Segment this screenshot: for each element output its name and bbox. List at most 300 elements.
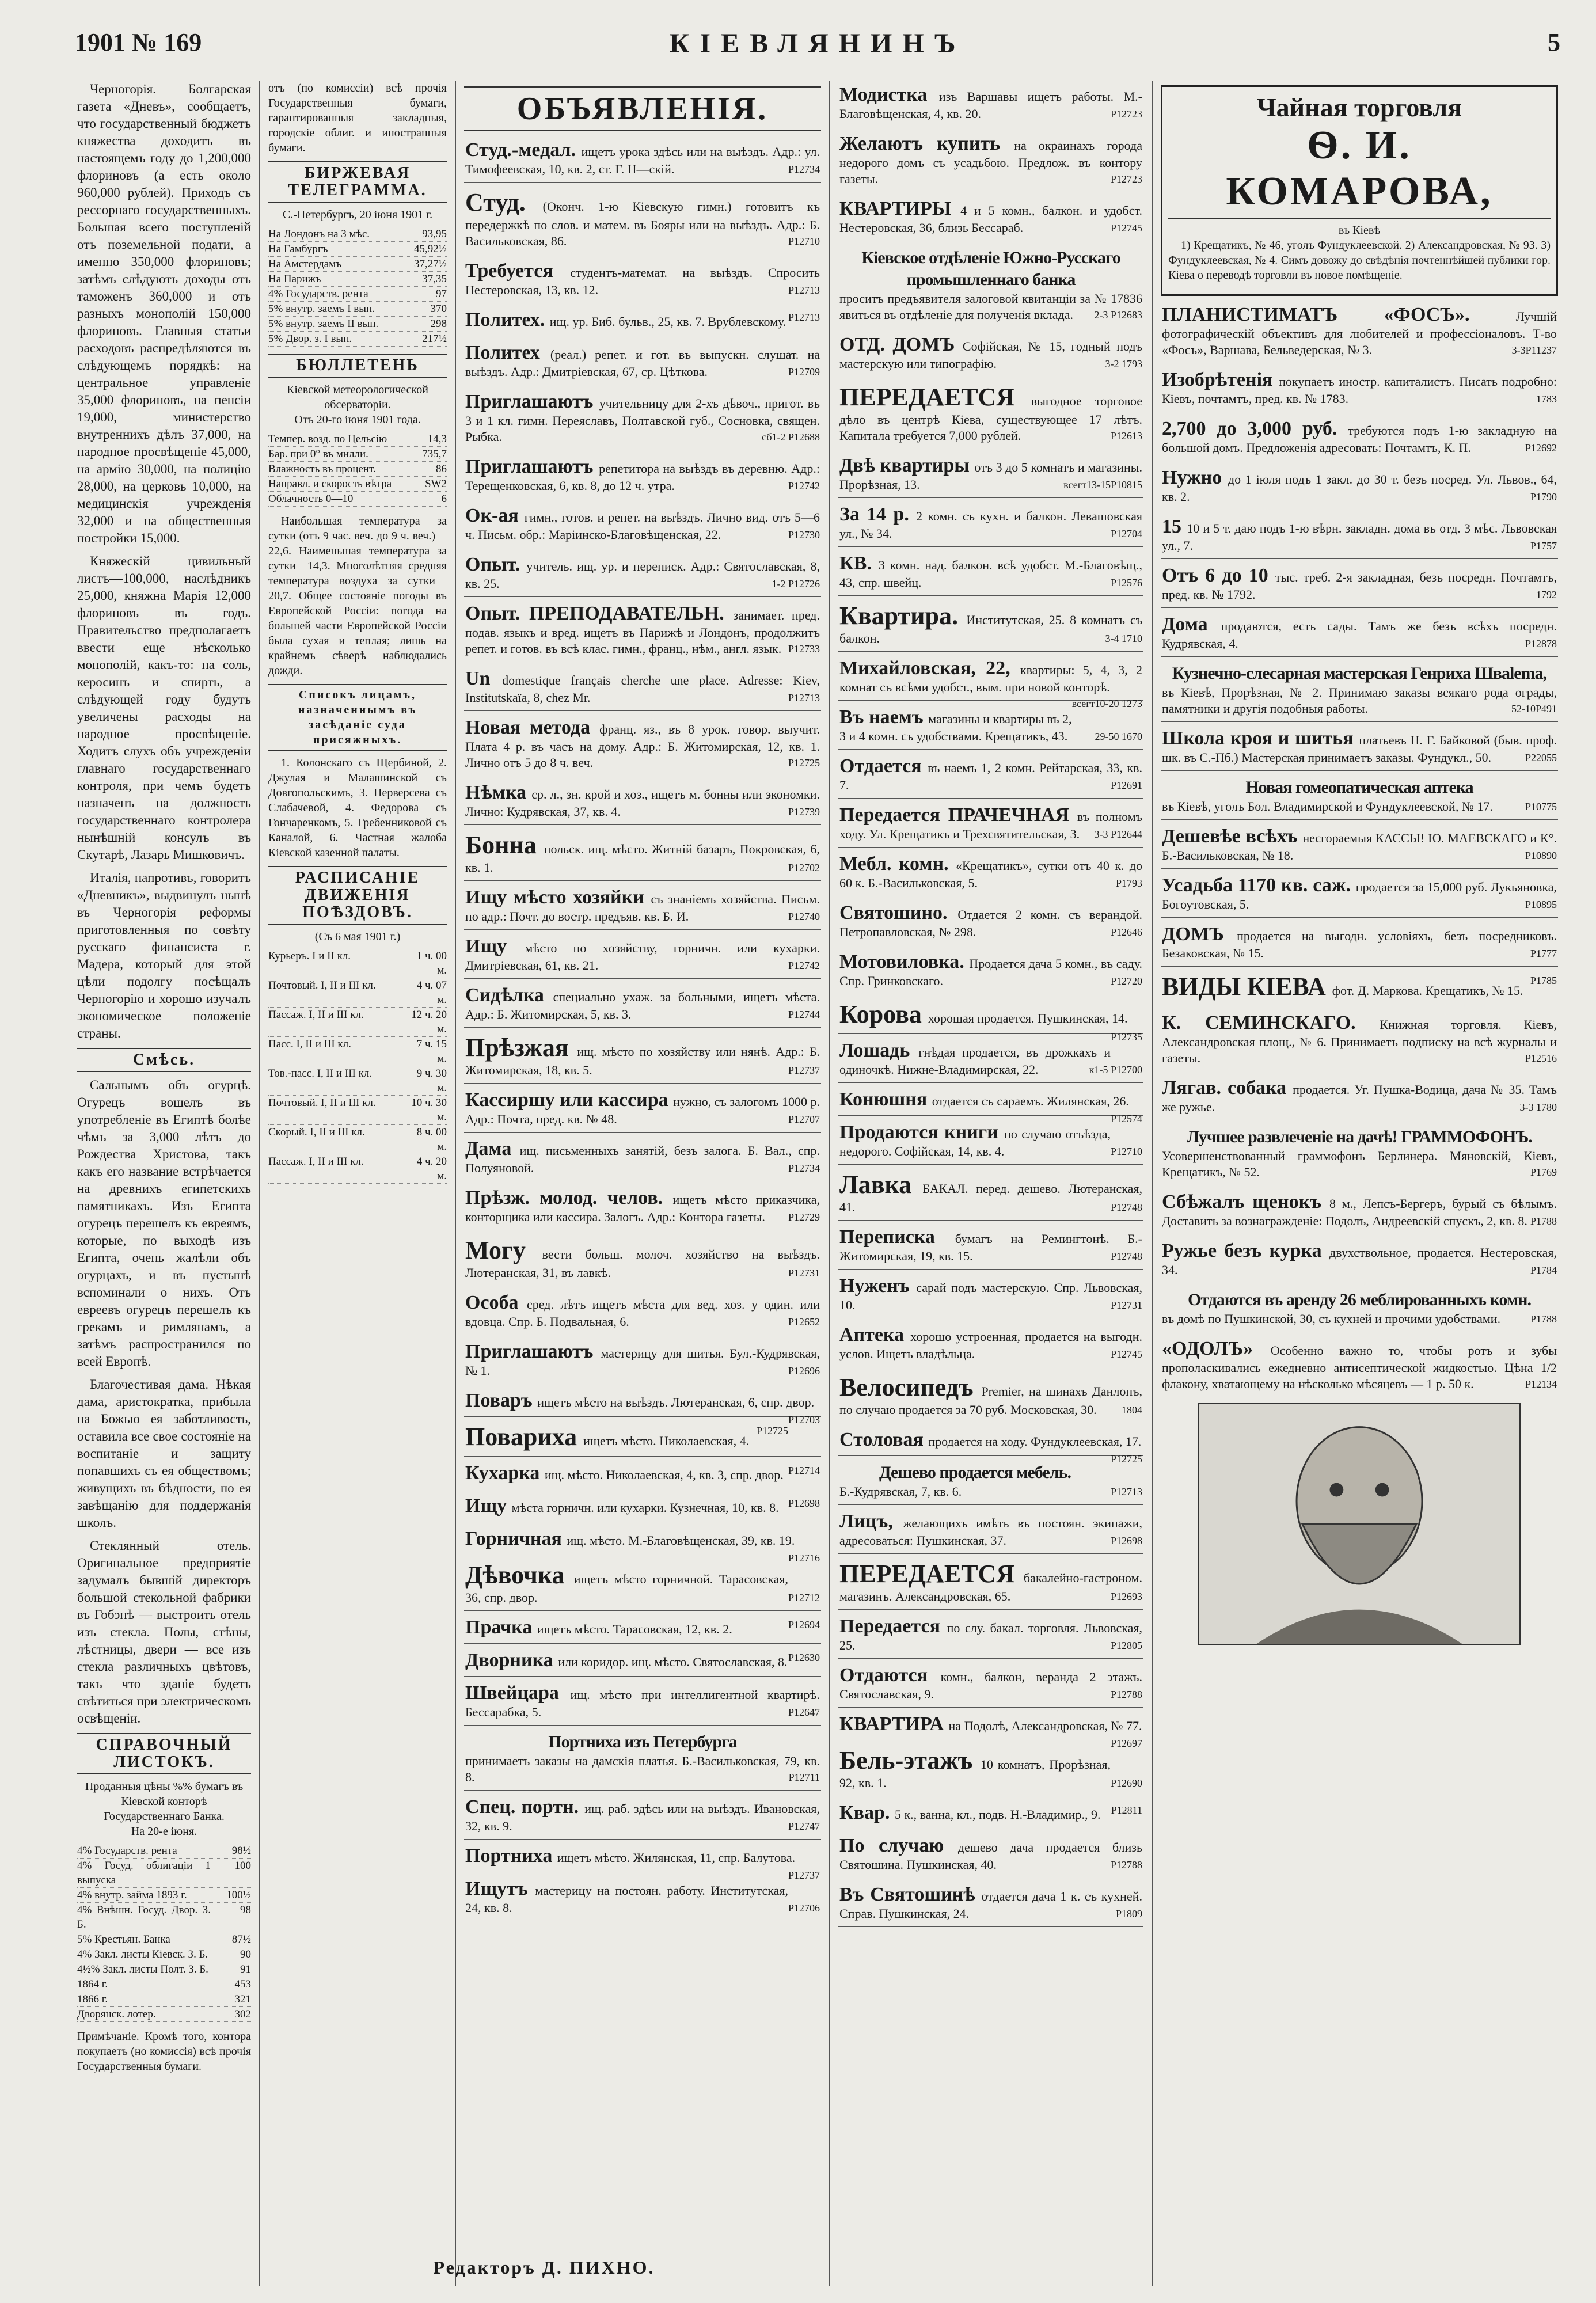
ad-text: 4 и 5 комн., балкон. и удобст. Нестеровская, 36, близь Бессараб. (839, 203, 1142, 235)
securities-row (77, 1977, 251, 1992)
classified-ad (464, 1086, 821, 1133)
ad-heading: Бель-этажъ (839, 1746, 981, 1774)
ad-code: Р12723 (1110, 173, 1142, 185)
news-articles (77, 81, 251, 1042)
ad-text: продается на ходу. Фундуклеевская, 17. (928, 1434, 1142, 1449)
bulletin-date: Отъ 20-го іюня 1901 года. (294, 413, 421, 426)
jury-text: 1. Колонскаго съ Щербиной, 2. Джулая и Малашинской съ Довгопольскимъ, 3. Перверсева съ Слабачевой, 4. Федорова съ Гончаренкомъ, 5. Гребенниковой съ Каналой, 6. Частная жалоба Кіевской казенной палаты. (268, 757, 447, 859)
ad-text: 3 комн. над. балкон. всѣ удобст. М.-Благовѣщ., 43, спр. швейц. (839, 558, 1142, 590)
classified-ad (464, 339, 821, 385)
ad-heading: КВАРТИРЫ (839, 198, 961, 219)
ad-heading: Квар. (839, 1802, 895, 1823)
classified-ad (838, 1426, 1143, 1465)
weather-row (268, 492, 447, 507)
classified-ad (464, 550, 821, 597)
row-label: На Гамбургъ (268, 243, 328, 255)
row-label: Скорый. I, II и III кл. (268, 1126, 365, 1138)
ad-code: Р12710 (788, 235, 820, 247)
ad-code: Р12574 (1110, 1113, 1142, 1124)
ad-heading: Студ.-медал. (465, 139, 582, 161)
ad-heading: Дешево продается мебель. (879, 1463, 1071, 1482)
classified-ad (464, 664, 821, 711)
classified-ad (838, 244, 1143, 328)
classified-ad (464, 1289, 821, 1335)
classified-ad (1161, 1123, 1558, 1185)
ad-code: Р12725 (1110, 1453, 1142, 1465)
ad-heading: ВИДЫ КІЕВА (1162, 972, 1332, 1001)
ad-text: платьевъ Н. Г. Байковой (быв. проф. шк. въ С.-Пб.) Мастерская принимаетъ заказы. Фундукл., 50. (1162, 733, 1557, 765)
row-label: 4% Закл. листы Кіевск. З. Б. (77, 1948, 208, 1960)
ad-heading: Поваръ (465, 1390, 538, 1411)
ad-code: Р12630 (788, 1652, 820, 1663)
row-value: 37,35 (422, 273, 447, 285)
ad-text: «Крещатикъ», сутки отъ 40 к. до 60 к. Б.-Васильковская, 5. (839, 858, 1142, 890)
weather-row (268, 477, 447, 492)
ad-code: Р10890 (1525, 850, 1557, 861)
article-paragraph: Черногорія. Болгарская газета «Дневъ», сообщаетъ, что государственный бюджетъ княжества доходитъ въ настоящемъ году до 1,200,000 флориновъ (а есть около 960,000 рублей). Приходъ съ рессорнаго государственныхъ. Большая всего поступленій отъ поземельной подати, а именно 350,000 флориновъ; затѣмъ слѣдуютъ доходы отъ таможенъ 360,000 и отъ разныхъ монополій 150,000 флориновъ. Главныя статьи расходовъ распредѣляются въ слѣдующемъ порядкѣ: на центральное управленіе 35,000 флориновъ, на пенсіи 19,000, министерство внутреннихъ дѣлъ 37,000, на народное просвѣщеніе 45,000, на армію 30,000, на полицію 28,000, на церковь 10,000, на медицинскія учрежденія 32,000 и на общественныя постройки 15,000. (77, 82, 251, 545)
ad-heading: КВАРТИРА (839, 1713, 949, 1735)
ad-text: ищетъ урока здѣсь или на выѣздъ. Адр.: ул. Тимофеевская, 10, кв. 2, ст. Г. Н—скій. (465, 145, 820, 176)
row-value: 321 (234, 1993, 251, 2005)
row-value: 86 (436, 463, 447, 475)
classified-ad (1161, 1335, 1558, 1397)
ad-code: Р12698 (788, 1498, 820, 1509)
ad-code: Р12742 (788, 960, 820, 971)
ad-text: специально ухаж. за больными, ищетъ мѣста. Адр.: Б. Житомирская, 5, кв. 3. (465, 990, 820, 1021)
classified-ad (464, 981, 821, 1028)
ad-text: несгораемыя КАССЫ! Ю. МАЕВСКАГО и К°. Б.-Васильковская, № 18. (1162, 831, 1557, 862)
ad-code: Р12734 (788, 164, 820, 175)
train-schedule-table (268, 949, 447, 1184)
classified-ad (464, 306, 821, 336)
classified-ad (838, 1507, 1143, 1554)
ad-heading: Особа (465, 1292, 527, 1313)
classified-ad (838, 1743, 1143, 1796)
ad-text: мѣсто по хозяйству, горничн. или кухарки. Дмитріевская, 61, кв. 21. (465, 941, 820, 972)
row-label: 4% Государств. рента (77, 1845, 177, 1857)
ad-code: Р12744 (788, 1009, 820, 1020)
bulletin-subtitle: Кіевской метеорологической обсерваторіи. (287, 383, 428, 411)
ad-text: БАКАЛ. перед. дешево. Лютеранская, 41. (839, 1181, 1143, 1214)
ad-code: Р12690 (1110, 1777, 1142, 1789)
ad-code: Р12613 (1110, 430, 1142, 442)
ad-heading: Требуется (465, 260, 571, 282)
classified-ad (464, 1793, 821, 1840)
ad-heading: Школа кроя и шитья (1162, 728, 1359, 749)
ad-heading: Приглашаютъ (465, 1341, 601, 1362)
row-value: 90 (240, 1948, 251, 1960)
ad-code: Р12702 (788, 862, 820, 873)
ad-heading: ДОМЪ (1162, 924, 1237, 945)
row-label: Направл. и скорость вѣтра (268, 478, 392, 490)
classified-ad (838, 1321, 1143, 1367)
ad-text: ищетъ мѣсто горничной. Тарасовская, 36, спр. двор. (465, 1572, 788, 1605)
securities-row (77, 1947, 251, 1962)
classified-ad (464, 1492, 821, 1522)
ad-code: Р1777 (1530, 948, 1557, 959)
row-value: 14,3 (427, 433, 447, 445)
classified-ad (464, 599, 821, 662)
ad-text: гимн., готов. и репет. на выѣздъ. Лично вид. отъ 5—6 ч. Письм. обр.: Маріинско-Благовѣщенская, 22. (465, 510, 820, 542)
classified-ad (838, 1661, 1143, 1708)
ad-code: Р12716 (788, 1552, 820, 1564)
ad-code: 3-4 1710 (1105, 633, 1142, 644)
ad-text: domestique français cherche une place. Adresse: Kiev, Institutskaïa, 8, chez Mr. (465, 673, 820, 705)
ad-text: дешево дача продается близь Святошина. Пушкинская, 40. (839, 1840, 1142, 1872)
classified-ad (838, 598, 1143, 652)
row-value: 97 (436, 288, 447, 300)
row-label: На Лондонъ на 3 мѣс. (268, 228, 370, 240)
train-row (268, 1125, 447, 1154)
row-label: 5% внутр. заемъ II вып. (268, 318, 379, 330)
jury-heading: Списокъ лицамъ, назначеннымъ въ засѣданіе суда присяжныхъ. (268, 684, 447, 751)
ad-heading: Лавка (839, 1170, 923, 1199)
classified-ad (464, 1679, 821, 1726)
ad-text: тыс. треб. 2-я закладная, безъ посредн. Почтамтъ, пред. кв. № 1792. (1162, 570, 1557, 602)
exchange-row (268, 257, 447, 272)
ad-heading: По случаю (839, 1835, 958, 1856)
classified-ad (838, 1612, 1143, 1659)
row-label: 4% Госуд. облигаціи 1 выпуска (77, 1860, 211, 1886)
classified-ad (464, 1459, 821, 1489)
schedule-heading: РАСПИСАНІЕ ДВИЖЕНІЯ ПОѢЗДОВЪ. (268, 866, 447, 925)
row-value: 4 ч. 20 м. (416, 1156, 447, 1182)
ad-text: въ домѣ по Пушкинской, 30, съ кухней и прочими удобствами. (1162, 1312, 1501, 1326)
ad-text: двухствольное, продается. Нестеровская, 34. (1162, 1245, 1557, 1277)
row-label: 4½% Закл. листы Полт. З. Б. (77, 1963, 208, 1975)
ad-code: Р12737 (788, 1065, 820, 1076)
classified-ad (464, 1728, 821, 1791)
ad-heading: Лягав. собака (1162, 1077, 1293, 1099)
classified-ad (838, 1880, 1143, 1927)
ad-code: Р12723 (1110, 108, 1142, 120)
ad-code: всегт10-20 1273 (1071, 698, 1142, 709)
ad-code: Р12737 (788, 1869, 820, 1881)
classified-ad (464, 1419, 821, 1457)
ad-heading: Сбѣжалъ щенокъ (1162, 1191, 1329, 1213)
classified-ad (838, 1370, 1143, 1423)
newspaper-page (69, 23, 1566, 2291)
classified-ad (1161, 969, 1558, 1006)
ad-heading: Въ наемъ (839, 706, 929, 728)
ad-heading: Лицъ, (839, 1511, 903, 1532)
ad-code: Р12709 (788, 366, 820, 378)
ad-heading: Ружье безъ курка (1162, 1240, 1330, 1261)
ad-text: ищ. раб. здѣсь или на выѣздъ. Ивановская, 32, кв. 9. (465, 1802, 820, 1833)
row-label: 5% Крестьян. Банка (77, 1933, 170, 1945)
column-3 (455, 81, 829, 2286)
exchange-row (268, 272, 447, 287)
classified-ad (838, 500, 1143, 547)
classified-ad (1161, 1009, 1558, 1071)
ad-heading: Усадьба 1170 кв. саж. (1162, 875, 1356, 896)
ad-code: Р12878 (1525, 638, 1557, 649)
ad-code: Р12734 (788, 1162, 820, 1174)
row-value: 7 ч. 15 м. (416, 1038, 447, 1065)
ad-code: Р12713 (1110, 1486, 1142, 1498)
ad-text: нужно, съ залогомъ 1000 р. Адр.: Почта, пред. кв. № 48. (465, 1095, 820, 1126)
ad-text: отъ 3 до 5 комнатъ и магазины. Прорѣзная, 13. (839, 460, 1142, 492)
classified-ad (1161, 1074, 1558, 1120)
ad-code: Р12713 (788, 311, 820, 323)
ad-text: отдается съ сараемъ. Жилянская, 26. (932, 1094, 1129, 1108)
exchange-table (268, 227, 447, 347)
securities-row (77, 1859, 251, 1888)
ad-code: Р12714 (788, 1465, 820, 1476)
classified-ad (838, 1118, 1143, 1165)
exchange-row (268, 227, 447, 242)
ad-text: въ Кіевѣ, Прорѣзная, № 2. Принимаю заказы всякаго рода ограды, памятники и другія подобныя работы. (1162, 685, 1557, 716)
classified-ad (1161, 301, 1558, 363)
ad-code: Р12694 (788, 1619, 820, 1631)
row-value: 1 ч. 00 м. (416, 950, 447, 976)
ad-heading: Политех (465, 342, 550, 363)
row-value: 100 (234, 1860, 251, 1872)
classified-ad (464, 453, 821, 499)
classified-ad (1161, 415, 1558, 461)
classified-ad (1161, 561, 1558, 608)
row-label: Почтовый. I, II и III кл. (268, 979, 376, 991)
ad-heading: Аптека (839, 1324, 911, 1346)
exchange-row (268, 287, 447, 302)
classified-ad (838, 130, 1143, 192)
exchange-row (268, 317, 447, 332)
ad-heading: Прѣзжая (465, 1033, 577, 1062)
ad-heading: Мотовиловка. (839, 951, 970, 972)
ad-heading: Лучшее развлеченіе на дачѣ! ГРАММОФОНЪ. (1187, 1127, 1532, 1146)
article-paragraph: Италія, напротивъ, говоритъ «Дневникъ», выдвинулъ нынѣ въ Черногорія реформы приготовленныя по совѣту русскаго финансиста г. Мадера, который для этой цѣли подолгу посѣщалъ Черногорію и хорошо изучалъ экономическое положеніе страны. (77, 871, 251, 1040)
row-value: 217½ (422, 333, 447, 345)
reference-date: На 20-е іюня. (131, 1825, 197, 1838)
ad-code: Р12706 (788, 1902, 820, 1914)
ad-heading: Двѣ квартиры (839, 455, 975, 476)
ad-code: Р12713 (788, 692, 820, 704)
weather-text: Наибольшая температура за сутки (отъ 9 час. веч. до 9 ч. веч.)—22,6. Наименьшая температура за сутки—14,3. Многолѣтняя средняя температура воздуха за сутки—20,7. Общее состояніе погоды въ Европейской Россіи: погода на большей части Европейской Россіи была сухая и теплая; лишь на крайнемъ сѣверѣ наблюдались дожди. (268, 515, 447, 677)
row-value: 370 (430, 303, 447, 315)
issue-number: 1901 № 169 (75, 28, 202, 56)
ad-heading: Передается (839, 1616, 947, 1637)
ad-code: Р1809 (1115, 1908, 1142, 1920)
ad-text: проситъ предъявителя залоговой квитанціи за № 17836 явиться въ отдѣленіе для полученія вклада. (839, 291, 1142, 322)
ad-heading: Дворника (465, 1650, 558, 1671)
ad-code: 1-2 Р12726 (772, 578, 820, 590)
classified-ad (838, 1223, 1143, 1270)
classified-ad (464, 1386, 821, 1426)
ad-text: до 1 іюля подъ 1 закл. до 30 т. безъ посред. Ул. Львов., 64, кв. 2. (1162, 472, 1557, 504)
ad-code: Р12711 (788, 1772, 820, 1783)
row-label: 1864 г. (77, 1978, 108, 1990)
ad-heading: Переписка (839, 1226, 955, 1248)
train-row (268, 1154, 447, 1184)
ad-heading: Сидѣлка (465, 985, 553, 1006)
ad-heading: Студ. (465, 188, 543, 216)
ad-heading: Портниха (465, 1845, 557, 1867)
classified-ad (1161, 871, 1558, 918)
weather-row (268, 447, 447, 462)
classified-ad (1161, 659, 1558, 722)
ad-heading: Желаютъ купить (839, 133, 1014, 154)
ad-heading: Дѣвочка (465, 1561, 574, 1589)
ad-text: сарай подъ мастерскую. Спр. Львовская, 10. (839, 1280, 1142, 1312)
ad-code: Р1757 (1530, 540, 1557, 552)
ad-heading: Передается ПРАЧЕЧНАЯ (839, 804, 1077, 826)
ad-code: 29-50 1670 (1095, 731, 1142, 742)
ad-code: Р12516 (1525, 1052, 1557, 1064)
classified-ad (1161, 773, 1558, 820)
smes-paragraph: Стеклянный отель. Оригинальное предприятіе задумалъ бывшій директоръ большой стекольной фабрики въ Гобэнѣ — выстроить отель изъ стекла. Полы, стѣны, лѣстницы, двери — все изъ стекла различныхъ цвѣтовъ, такъ что зданіе будетъ свѣтиться при электрическомъ освѣщеніи. (77, 1538, 251, 1726)
ad-code: 52-10Р491 (1511, 703, 1557, 715)
classified-ad (1161, 463, 1558, 510)
securities-row (77, 2007, 251, 2022)
ad-code: Р1784 (1530, 1264, 1557, 1276)
classified-ad (838, 1556, 1143, 1610)
classified-ad (464, 185, 821, 254)
weather-row (268, 432, 447, 447)
row-label: 4% Государств. рента (268, 288, 368, 300)
ad-heading: Un (465, 668, 503, 689)
classified-ad (464, 1337, 821, 1384)
row-label: 4% внутр. займа 1893 г. (77, 1889, 187, 1901)
ad-code: Р12707 (788, 1114, 820, 1125)
classified-ad (464, 136, 821, 183)
classified-ad (838, 1036, 1143, 1083)
exchange-heading: БИРЖЕВАЯ ТЕЛЕГРАММА. (268, 161, 447, 203)
smes-heading: Смѣсь. (77, 1048, 251, 1072)
ad-heading: Новая метода (465, 717, 600, 738)
reference-heading: СПРАВОЧНЫЙ ЛИСТОКЪ. (77, 1733, 251, 1774)
ad-heading: Горничная (465, 1528, 567, 1549)
ad-code: Р12647 (788, 1707, 820, 1718)
classified-ad (464, 1646, 821, 1677)
classified-ad (838, 948, 1143, 994)
row-label: Пассаж. I, II и III кл. (268, 1009, 364, 1021)
exchange-row (268, 242, 447, 257)
ad-heading: Опыт. ПРЕПОДАВАТЕЛЬН. (465, 603, 734, 624)
ad-text: Особенно важно то, чтобы ротъ и зубы прополаскивались ежедневно антисептической жидкостью. Цѣна 1/2 флакону, хватающему на нѣсколько мѣсяцевъ — 1 р. 50 к. (1162, 1343, 1557, 1391)
ad-heading: Модистка (839, 84, 939, 105)
ad-text: ищ. мѣсто. Николаевская, 4, кв. 3, спр. двор. (544, 1468, 784, 1482)
classified-ad (838, 1085, 1143, 1124)
classified-ad (464, 1613, 821, 1644)
ad-text: занимает. пред. подав. языкъ и вред. ищетъ въ Парижѣ и Лондонъ, продолжитъ репет. и готов. въ всѣ клас. гимн., франц., нѣм., англ. язык. (465, 608, 820, 656)
ad-code: Р12692 (1525, 442, 1557, 454)
ad-code: Р12576 (1110, 577, 1142, 588)
classified-ad (464, 1525, 821, 1564)
ad-heading: Спец. портн. (465, 1796, 585, 1818)
ad-heading: Нѣмка (465, 782, 532, 803)
smes-paragraph: Благочестивая дама. Нѣкая дама, аристократка, прибыла на Божью ея заботливость, оставила все свое состояніе на воспитаніе и защиту попавшихъ съ ея обществомъ; живущихъ въ бѣдности, по ея завѣщанію для поддержанія школъ. (77, 1377, 251, 1530)
ad-text: 10 комнатъ, Прорѣзная, 92, кв. 1. (839, 1757, 1111, 1790)
classified-ad (1161, 1237, 1558, 1283)
ad-code: Р12739 (788, 806, 820, 818)
smes-articles (77, 1077, 251, 1727)
ad-code: 3-3 1780 (1519, 1101, 1557, 1113)
train-row (268, 978, 447, 1008)
ad-code: Р12733 (788, 643, 820, 655)
classified-ads-2 (838, 81, 1143, 1927)
ad-text: (Оконч. 1-ю Кіевскую гимн.) готовитъ къ передержкѣ по слов. и матем. въ Бояры или на выѣздъ. Адр.: Б. Васильковская, 86. (465, 199, 820, 248)
ad-heading: ПЕРЕДАЕТСЯ (839, 383, 1031, 411)
classified-ad (838, 752, 1143, 799)
ad-text: фот. Д. Маркова. Крещатикъ, № 15. (1332, 983, 1523, 998)
row-label: На Парижъ (268, 273, 321, 285)
ad-heading: Приглашаютъ (465, 456, 599, 477)
ad-text: ищетъ мѣсто приказчика, конторщика или кассира. Залогъ. Адр.: Контора газеты. (465, 1192, 820, 1224)
exchange-row (268, 302, 447, 317)
man-portrait-illustration (1198, 1403, 1521, 1645)
row-label: Почтовый. I, II и III кл. (268, 1097, 376, 1109)
row-value: 12 ч. 20 м. (411, 1009, 447, 1035)
ad-text: на Подолѣ, Александровская, № 77. (948, 1719, 1142, 1733)
ad-text: въ полномъ ходу. Ул. Крещатикъ и Трехсвятительская, 3. (839, 810, 1142, 841)
row-value: 98 (240, 1904, 251, 1916)
ad-heading: Михайловская, 22, (839, 658, 1020, 679)
ads-banner: ОБЪЯВЛЕНІЯ. (464, 86, 821, 131)
ad-code: Р1793 (1115, 877, 1142, 889)
ad-text: по случаю отъѣзда, недорого. Софійская, 14, кв. 4. (839, 1127, 1111, 1158)
securities-row (77, 1888, 251, 1903)
tea-trade-city: въ Кіевѣ (1338, 224, 1381, 237)
ad-heading: Кассиршу или кассира (465, 1089, 674, 1111)
reference-subtitle: Проданныя цѣны %% бумагъ въ Кіевской конторѣ Государственнаго Банка. (85, 1780, 244, 1823)
ad-code: Р22055 (1525, 752, 1557, 763)
ad-code: Р12805 (1110, 1640, 1142, 1651)
ad-heading: Нуженъ (839, 1275, 917, 1297)
ad-text: 5 к., ванна, кл., подв. Н.-Владимир., 9. (894, 1807, 1101, 1822)
ad-code: Р12697 (1110, 1738, 1142, 1749)
ad-code: к1-5 Р12700 (1089, 1064, 1142, 1076)
classified-ad (838, 195, 1143, 241)
row-label: Пасс. I, II и III кл. (268, 1038, 351, 1050)
classified-ad (464, 1875, 821, 1921)
ad-heading: Кіевское отдѣленіе Южно-Русскаго промышленнаго банка (861, 248, 1120, 289)
ad-code: Р1788 (1530, 1215, 1557, 1227)
ad-text: или коридор. ищ. мѣсто. Святославская, 8. (558, 1655, 788, 1669)
row-label: Облачность 0—10 (268, 493, 354, 505)
ad-code: Р12788 (1110, 1689, 1142, 1700)
column-5 (1152, 81, 1566, 2286)
masthead (69, 23, 1566, 69)
ad-text: Усовершенствованный граммофонъ Берлинера. Мяновскій, Кіевъ, Крещатикъ, № 52. (1162, 1149, 1557, 1179)
classified-ad (1161, 512, 1558, 559)
ad-heading: Политех. (465, 309, 550, 330)
ad-heading: Кухарка (465, 1462, 545, 1484)
ad-text: въ наемъ 1, 2 комн. Рейтарская, 33, кв. 7. (839, 761, 1143, 792)
row-value: 8 ч. 00 м. (416, 1126, 447, 1153)
row-value: 87½ (231, 1933, 251, 1945)
ad-heading: Продаются книги (839, 1122, 1005, 1143)
ad-code: 3-3 Р12644 (1094, 829, 1142, 840)
ad-text: ищ. мѣсто при интеллигентной квартирѣ. Бессарабка, 5. (465, 1688, 820, 1719)
ad-code: всегт13-15Р10815 (1063, 479, 1142, 491)
ad-heading: ПЕРЕДАЕТСЯ (839, 1560, 1024, 1588)
row-label: Курьеръ. I и II кл. (268, 950, 351, 962)
row-label: Влажность въ процент. (268, 463, 376, 475)
row-value: 4 ч. 07 м. (416, 979, 447, 1006)
ad-heading: Ищу (465, 1495, 512, 1517)
classified-ad (464, 1030, 821, 1084)
ad-text: ищ. ур. Биб. бульв., 25, кв. 7. Врублевскому. (549, 314, 786, 329)
column-1 (69, 81, 259, 2286)
ad-heading: Швейцара (465, 1682, 571, 1704)
row-label: 5% внутр. заемъ I вып. (268, 303, 375, 315)
classified-ad (838, 330, 1143, 377)
classified-ad (464, 1842, 821, 1881)
row-value: 302 (234, 2008, 251, 2020)
ad-text: ищ. письменныхъ занятій, безъ залога. Б. Вал., спр. Полуяновой. (465, 1143, 820, 1175)
ad-heading: ПЛАНИСТИМАТЪ «ФОСЪ». (1162, 304, 1516, 325)
ad-heading: Изобрѣтенія (1162, 369, 1279, 390)
